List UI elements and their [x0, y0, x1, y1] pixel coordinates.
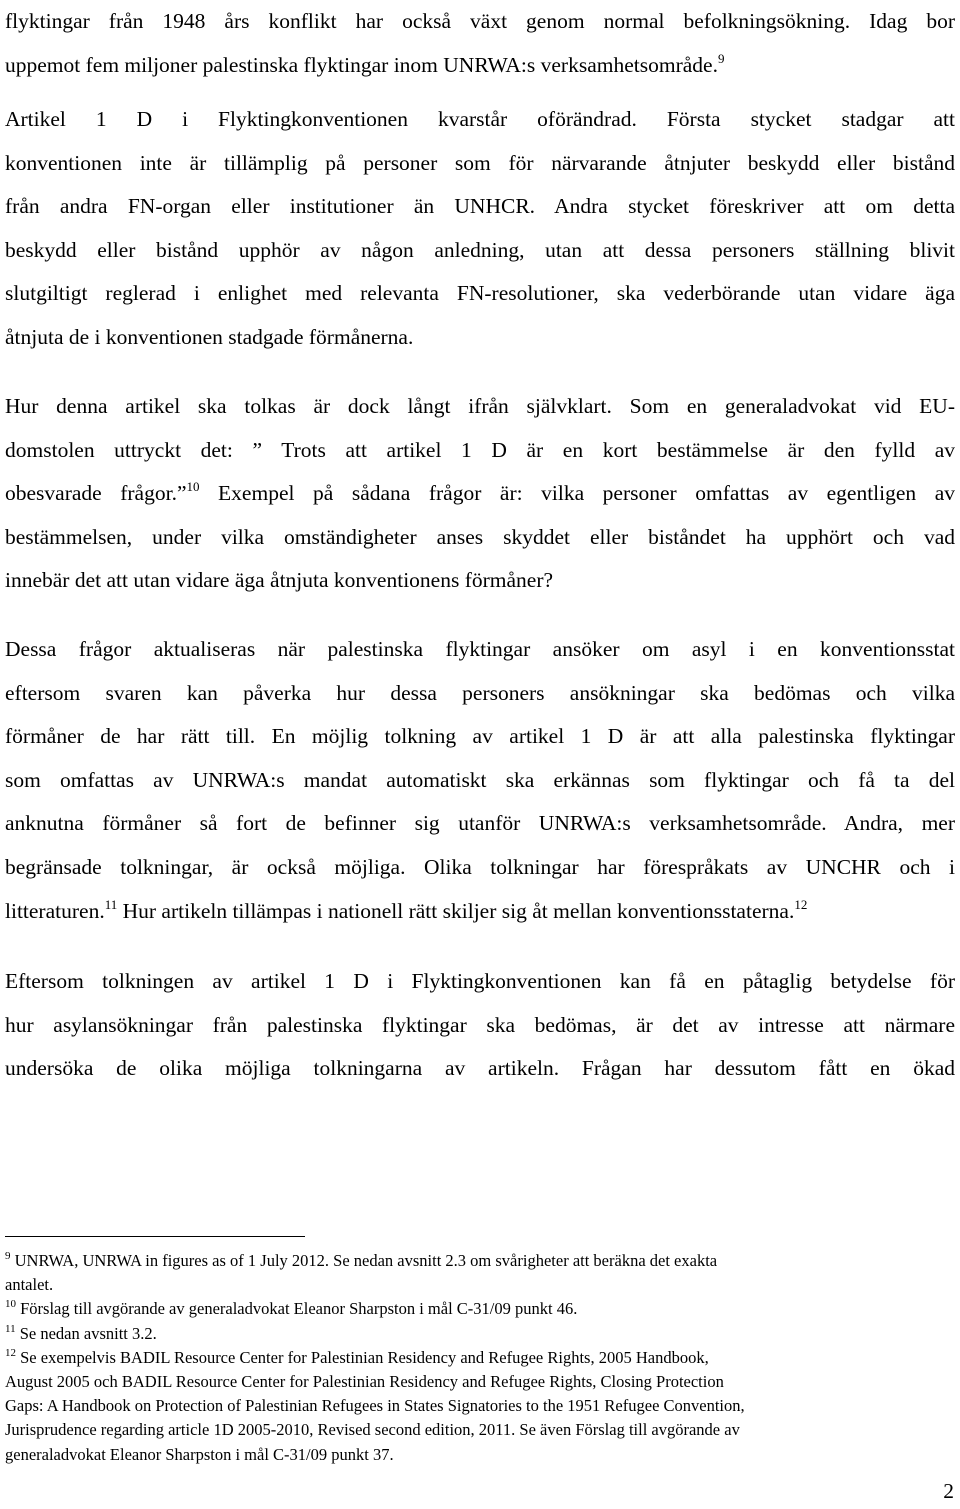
footnote [5, 1297, 955, 1321]
text-run: bestämmelsen, under vilka omständigheter anses skyddet eller biståndet ha upphört och vad [5, 524, 955, 549]
text-line [5, 185, 955, 229]
text-run: flyktingar från 1948 års konflikt har också växt genom normal befolkningsökning. Idag bor [5, 9, 955, 33]
footnote-separator [5, 1236, 305, 1237]
text-line [5, 472, 955, 516]
text-line [5, 628, 955, 672]
footnote [5, 1249, 955, 1297]
footnote-line [5, 1273, 955, 1297]
footnote-line [5, 1297, 955, 1321]
footnote-line [5, 1346, 955, 1370]
text-line [5, 960, 955, 1004]
text-run: begränsade tolkningar, är också möjliga. Olika tolkningar har förespråkats av UNCHR och i [5, 854, 955, 879]
text-run: Hur artikeln tillämpas i nationell rätt skiljer sig åt mellan konventionsstaterna. [117, 898, 795, 923]
footnote-number: 12 [5, 1346, 16, 1359]
footnote-line [5, 1418, 955, 1442]
footnote-text: antalet. [5, 1275, 54, 1295]
text-run: som omfattas av UNRWA:s mandat automatiskt ska erkännas som flyktingar och få ta del [5, 767, 955, 792]
paragraph [5, 98, 955, 360]
text-run: eftersom svaren kan påverka hur dessa personers ansökningar ska bedömas och vilka [5, 680, 955, 705]
text-line [5, 516, 955, 560]
footnote-text: Se exempelvis BADIL Resource Center for Palestinian Residency and Refugee Rights, 2005 Handbook, [16, 1347, 709, 1367]
footnote-ref[interactable]: 11 [104, 896, 118, 912]
text-run: slutgiltigt reglerad i enlighet med relevanta FN-resolutioner, ska vederbörande utan vidare äga [5, 281, 955, 306]
text-line [5, 98, 955, 142]
text-run: Artikel 1 D i Flyktingkonventionen kvarstår oförändrad. Första stycket stadgar att [5, 107, 955, 131]
text-line [5, 672, 955, 716]
paragraph [5, 385, 955, 603]
text-line [5, 759, 955, 803]
text-line [5, 44, 955, 88]
text-line [5, 846, 955, 890]
text-line [5, 715, 955, 759]
text-run: Eftersom tolkningen av artikel 1 D i Flyktingkonventionen kan få en påtaglig betydelse för [5, 969, 955, 993]
text-line [5, 272, 955, 316]
text-run: innebär det att utan vidare äga åtnjuta konventionens förmåner? [5, 568, 554, 593]
footnote-line [5, 1443, 955, 1467]
footnote-text: generaladvokat Eleanor Sharpston i mål C-31/09 punkt 37. [5, 1444, 394, 1464]
footnote-ref[interactable]: 9 [717, 50, 725, 66]
footnotes [5, 1249, 955, 1467]
footnote-line [5, 1322, 955, 1346]
text-line [5, 142, 955, 186]
footnote-text: Förslag till avgörande av generaladvokat Eleanor Sharpston i mål C-31/09 punkt 46. [16, 1299, 578, 1319]
paragraph [5, 628, 955, 933]
text-line [5, 429, 955, 473]
footnote-line [5, 1370, 955, 1394]
footnote-text: August 2005 och BADIL Resource Center for Palestinian Residency and Refugee Rights, Closing Protection [5, 1371, 724, 1391]
text-run: domstolen uttryckt det: ” Trots att artikel 1 D är en kort bestämmelse är den fylld av [5, 437, 955, 462]
page-number: 2 [943, 1479, 954, 1503]
footnote-line [5, 1249, 955, 1273]
paragraph [5, 960, 955, 1091]
text-run: förmåner de har rätt till. En möjlig tolkning av artikel 1 D är att alla palestinska flyktingar [5, 724, 955, 749]
text-line [5, 0, 955, 44]
text-run: Hur denna artikel ska tolkas är dock långt ifrån självklart. Som en generaladvokat vid EU- [5, 394, 955, 418]
text-line [5, 229, 955, 273]
footnote-text: UNRWA, UNRWA in figures as of 1 July 2012. Se nedan avsnitt 2.3 om svårigheter att beräkna det exakta [10, 1251, 718, 1270]
text-run: Exempel på sådana frågor är: vilka personer omfattas av egentligen av [199, 481, 956, 506]
footnote-text: Se nedan avsnitt 3.2. [15, 1323, 157, 1343]
text-line [5, 385, 955, 429]
text-run: obesvarade frågor.” [5, 481, 187, 506]
text-line [5, 1004, 955, 1048]
text-line [5, 559, 955, 603]
footnote-number: 11 [5, 1322, 16, 1335]
text-run: konventionen inte är tillämplig på personer som för närvarande åtnjuter beskydd eller bistånd [5, 150, 955, 175]
text-run: Dessa frågor aktualiseras när palestinska flyktingar ansöker om asyl i en konventionsstat [5, 637, 955, 661]
text-run: undersöka de olika möjliga tolkningarna av artikeln. Frågan har dessutom fått en ökad [5, 1056, 955, 1081]
text-run: från andra FN-organ eller institutioner än UNHCR. Andra stycket föreskriver att om detta [5, 194, 955, 219]
text-line [5, 802, 955, 846]
text-run: åtnjuta de i konventionen stadgade förmånerna. [5, 324, 414, 349]
footnote-text: Gaps: A Handbook on Protection of Palestinian Refugees in States Signatories to the 1951 Refugee Convention, [5, 1396, 745, 1416]
footnote [5, 1322, 955, 1346]
text-line [5, 890, 955, 934]
paragraph [5, 0, 955, 87]
footnote-ref[interactable]: 10 [186, 479, 200, 495]
text-run: beskydd eller bistånd upphör av någon anledning, utan att dessa personers ställning blivit [5, 237, 955, 262]
footnote-ref[interactable]: 12 [794, 896, 808, 912]
footnote [5, 1346, 955, 1467]
footnote-number: 10 [5, 1298, 16, 1311]
text-run: uppemot fem miljoner palestinska flyktingar inom UNRWA:s verksamhetsområde. [5, 52, 718, 77]
footnote-number: 9 [5, 1250, 11, 1262]
footnote-text: Jurisprudence regarding article 1D 2005-2010, Revised second edition, 2011. Se även Förslag till avgörande av [5, 1420, 740, 1440]
text-run: anknutna förmåner så fort de befinner sig utanför UNRWA:s verksamhetsområde. Andra, mer [5, 811, 955, 836]
text-line [5, 316, 955, 360]
text-run: litteraturen. [5, 898, 105, 923]
text-line [5, 1047, 955, 1091]
footnote-line [5, 1394, 955, 1418]
text-run: hur asylansökningar från palestinska flyktingar ska bedömas, är det av intresse att närmare [5, 1012, 955, 1037]
